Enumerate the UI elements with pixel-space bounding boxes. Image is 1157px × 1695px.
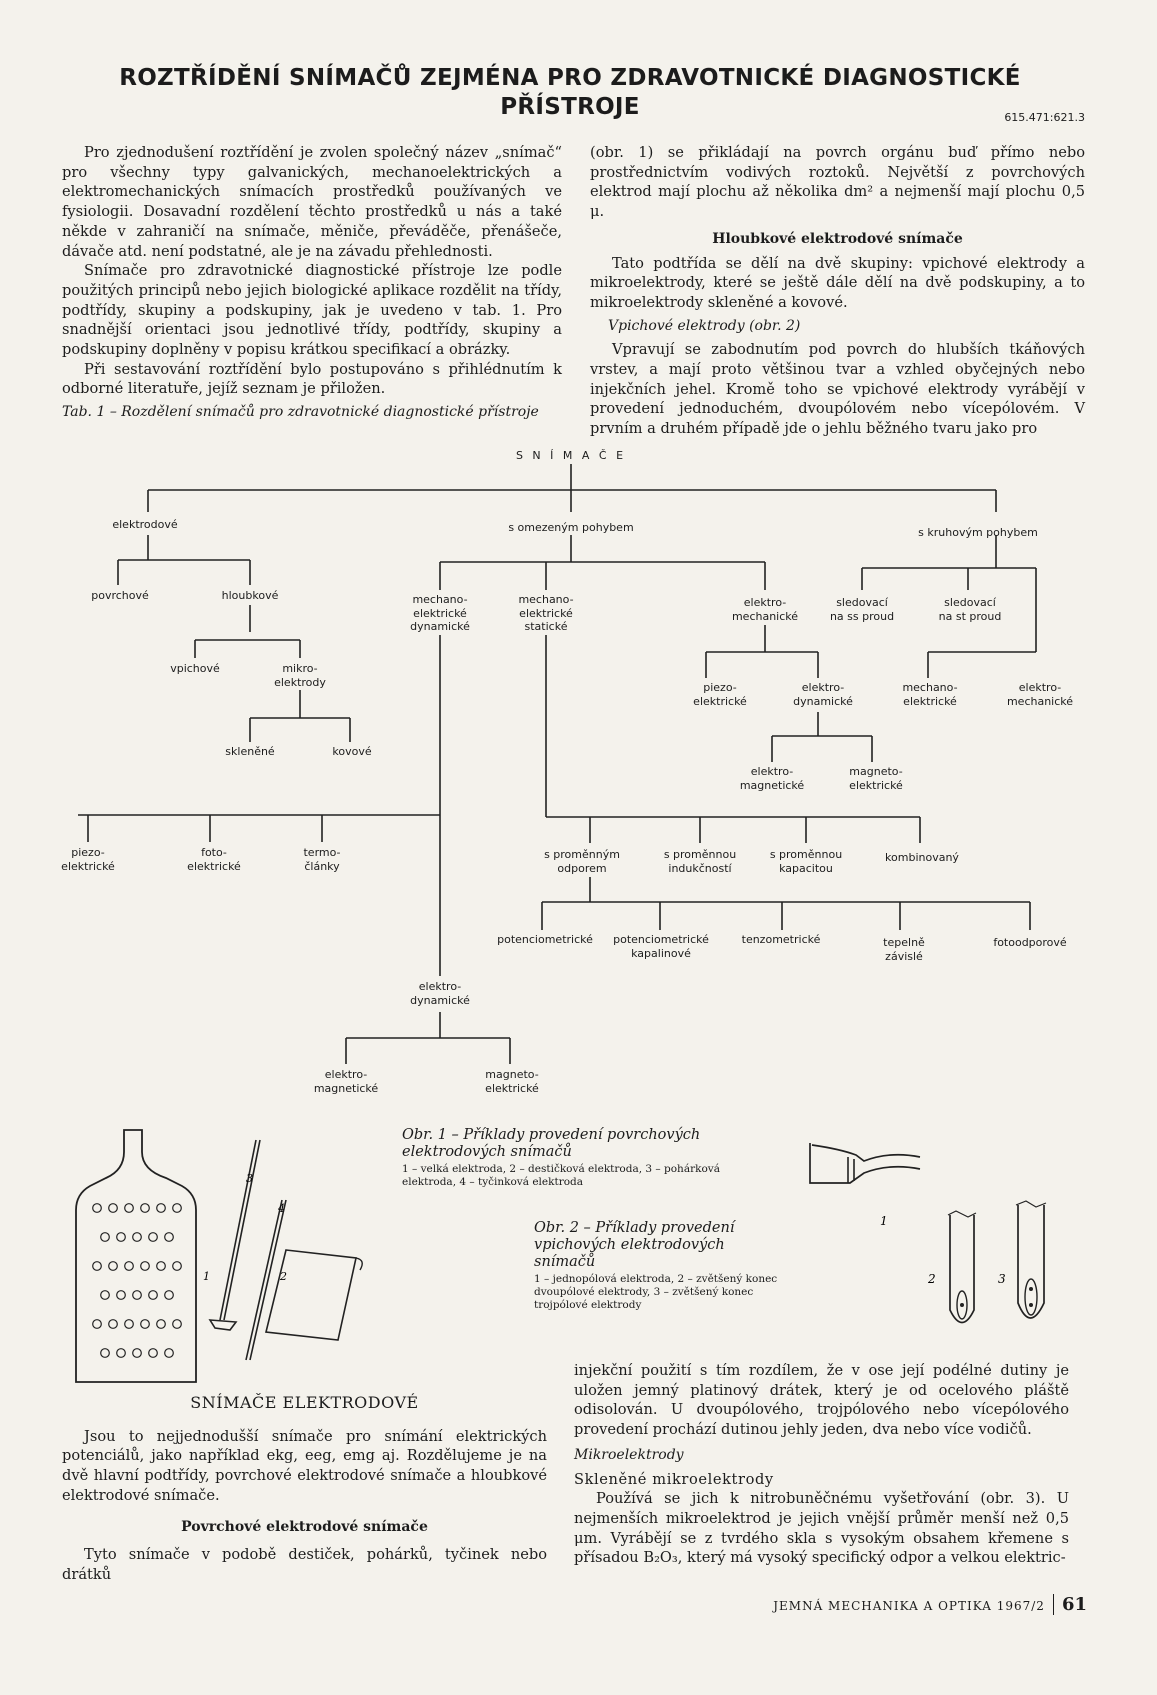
fig2-label-1: 1 [880, 1214, 888, 1228]
paragraph: Tato podtřída se dělí na dvě skupiny: vpichové elektrody a mikroelektrody, které se ještě dále dělí na dvě podskupiny, a to mikroelektrody skleněné a kovové. [590, 254, 1085, 311]
tree-node-kruhovy: s kruhovým pohybem [918, 526, 1038, 539]
fig1-label-1: 1 [203, 1270, 210, 1283]
paragraph: Používá se jich k nitrobuněčnému vyšetřování (obr. 3). U nejmenších mikroelektrod je jejich vnější průměr menší než 0,5 μm. Vyrábějí se z tvrdého skla s vysokým obsahem křemene s přísadou B₂O₃, který má vysoký specifický odpor a velkou elektric- [574, 1490, 1069, 1567]
subheading-vpichove: Vpichové elektrody (obr. 2) [608, 317, 801, 334]
title-line-1: ROZTŘÍDĚNÍ SNÍMAČŮ ZEJMÉNA PRO ZDRAVOTNICKÉ DIAGNOSTICKÉ [119, 65, 1021, 91]
tree-node-mikroelektrody: mikro- elektrody [274, 662, 326, 689]
tree-node-promenna-indukcnost: s proměnnou indukčností [663, 848, 737, 875]
tree-node-tenzometricke: tenzometrické [741, 933, 821, 946]
left-bottom-column [62, 1393, 547, 1585]
paragraph: Jsou to nejjednodušší snímače pro snímání elektrických potenciálů, jako například ekg, eeg, emg aj. Rozdělujeme je na dvě hlavní podtřídy, povrchové elektrodové snímače a hloubkové elektrodové snímače. [62, 1427, 547, 1504]
fig2-label-2: 2 [928, 1272, 936, 1286]
tree-node-mechano-staticke: mechano- elektrické statické [518, 593, 574, 633]
table-caption: Tab. 1 – Rozdělení snímačů pro zdravotnické diagnostické přístroje [62, 404, 539, 420]
tree-node-vpichove: vpichové [170, 662, 220, 675]
tree-node-povrchove: povrchové [91, 589, 149, 602]
tree-node-potenciometricke-kapalinove: potenciometrické kapalinové [613, 933, 709, 960]
fig1-caption: Obr. 1 – Příklady provedení povrchových elektrodových snímačů [402, 1127, 701, 1160]
fig1-drawing [60, 1120, 410, 1400]
tree-root: S N Í M A Č E [515, 449, 627, 462]
tree-node-hloubkove: hloubkové [221, 589, 279, 602]
tree-node-elektrodove: elektrodové [112, 518, 178, 531]
tree-node-piezoelektricke-left: piezo- elektrické [61, 846, 115, 873]
tree-node-elektrodynamicke-mid: elektro- dynamické [793, 681, 853, 708]
paragraph: Snímače pro zdravotnické diagnostické přístroje lze podle použitých principů nebo jejich biologické aplikace rozdělit na třídy, podtřídy, skupiny a podskupiny, jak je uvedeno v tab. 1. Pro snadnější orientaci jsou jednotlivé třídy, podtřídy, skupiny a podskupiny doplněny v popisu krátkou specifikací a obrázky. [62, 262, 562, 359]
tree-node-elektrodynamicke-low: elektro- dynamické [410, 980, 470, 1007]
title-line-2: PŘÍSTROJE [500, 94, 640, 120]
tree-node-kombinovany: kombinovaný [885, 851, 959, 864]
paragraph: Pro zjednodušení roztřídění je zvolen společný název „snímač“ pro všechny typy galvanických, mechanoelektrických a elektromechanických snímacích prostředků používaných ve fysiologii. Dosavadní rozdělení těchto prostředků u nás a také někde v zahraničí na snímače, měniče, převáděče, přenášeče, dávače atd. není podstatné, ale je na závadu přehlednosti. [62, 144, 562, 260]
tree-node-elektromechanicke: elektro- mechanické [731, 596, 799, 623]
tree-node-mechanoelektricke-right: mechano- elektrické [902, 681, 958, 708]
fig1-legend: 1 – velká elektroda, 2 – destičková elektroda, 3 – pohárková elektroda, 4 – tyčinková elektroda [402, 1163, 720, 1188]
paragraph: Vpravují se zabodnutím pod povrch do hlubších tkáňových vrstev, a mají proto většinou tvar a vzhled obyčejných nebo injekčních jehel. Kromě toho se vpichové elektrody vyrábějí v provedení jednoduchém, dvoupólovém nebo vícepólovém. V prvním a druhém případě jde o jehlu běžného tvaru jako pro [590, 341, 1085, 438]
tree-node-elektromagneticke-mid: elektro- magnetické [739, 765, 805, 792]
tree-node-omezeny: s omezeným pohybem [508, 521, 634, 534]
page-number: 61 [1053, 1594, 1087, 1615]
tree-node-sklenene: skleněné [225, 745, 275, 758]
tree-node-elektromagneticke-low: elektro- magnetické [313, 1068, 379, 1095]
tree-node-tepelne-zavisle: tepelně závislé [883, 936, 925, 963]
fig2-caption-block [534, 1220, 782, 1312]
paragraph: (obr. 1) se přikládají na povrch orgánu buď přímo nebo prostřednictvím vodivých roztoků. Největší z povrchových elektrod mají plochu až několika dm² a nejmenší mají plochu 0,5 μ. [590, 144, 1085, 221]
tree-node-promenny-odpor: s proměnným odporem [544, 848, 620, 875]
fig2-drawing [800, 1135, 1070, 1345]
subheading-mikroelektrody: Mikroelektrody [574, 1446, 684, 1463]
tree-node-fotoelektricke: foto- elektrické [187, 846, 241, 873]
tree-node-magnetoelektricke-mid: magneto- elektrické [849, 765, 903, 792]
tree-node-elektromechanicke-right: elektro- mechanické [1006, 681, 1074, 708]
page-footer [773, 1594, 1087, 1615]
paragraph: Tyto snímače v podobě destiček, pohárků, tyčinek nebo drátků [62, 1546, 547, 1583]
tree-node-promenna-kapacita: s proměnnou kapacitou [769, 848, 843, 875]
right-bottom-column [574, 1361, 1069, 1568]
tree-node-potenciometricke: potenciometrické [497, 933, 593, 946]
paragraph: Při sestavování roztřídění bylo postupováno s přihlédnutím k odborné literatuře, jejíž seznam je přiložen. [62, 360, 562, 398]
section-heading-snimace-elektrodove: SNÍMAČE ELEKTRODOVÉ [190, 1393, 419, 1412]
fig2-caption: Obr. 2 – Příklady provedení vpichových elektrodových snímačů [534, 1220, 735, 1270]
fig1-label-4: 4 [278, 1202, 285, 1215]
fig1-label-2: 2 [280, 1270, 287, 1283]
tree-node-sledovaci-st: sledovací na st proud [938, 596, 1002, 623]
tree-node-kovove: kovové [332, 745, 372, 758]
tree-node-piezoelektricke-mid: piezo- elektrické [693, 681, 747, 708]
journal-name: JEMNÁ MECHANIKA A OPTIKA 1967/2 [773, 1599, 1045, 1613]
paragraph: injekční použití s tím rozdílem, že v ose její podélné dutiny je uložen jemný platinový drátek, který je od ocelového pláště odisolován. U dvoupólového, trojpólového nebo vícepólového provedení prochází dutinou jehly jeden, dva nebo více vodičů. [574, 1362, 1069, 1439]
tree-node-fotoodporove: fotoodporové [993, 936, 1067, 949]
tree-node-termoclanky: termo- články [303, 846, 341, 873]
fig1-caption-block [402, 1127, 732, 1189]
fig2-label-3: 3 [998, 1272, 1006, 1286]
tree-node-mechano-dynamicke: mechano- elektrické dynamické [410, 593, 470, 633]
fig1-label-3: 3 [246, 1172, 253, 1185]
tree-node-magnetoelektricke-low: magneto- elektrické [485, 1068, 539, 1095]
udc-code: 615.471:621.3 [1004, 111, 1085, 124]
subheading-sklenene-mikroelektrody: Skleněné mikroelektrody [574, 1470, 774, 1488]
fig2-legend: 1 – jednopólová elektroda, 2 – zvětšený konec dvoupólové elektrody, 3 – zvětšený konec trojpólové elektrody [534, 1273, 778, 1311]
tree-node-sledovaci-ss: sledovací na ss proud [829, 596, 895, 623]
subheading-hloubkove: Hloubkové elektrodové snímače [712, 230, 963, 247]
subheading-povrchove: Povrchové elektrodové snímače [181, 1518, 428, 1535]
